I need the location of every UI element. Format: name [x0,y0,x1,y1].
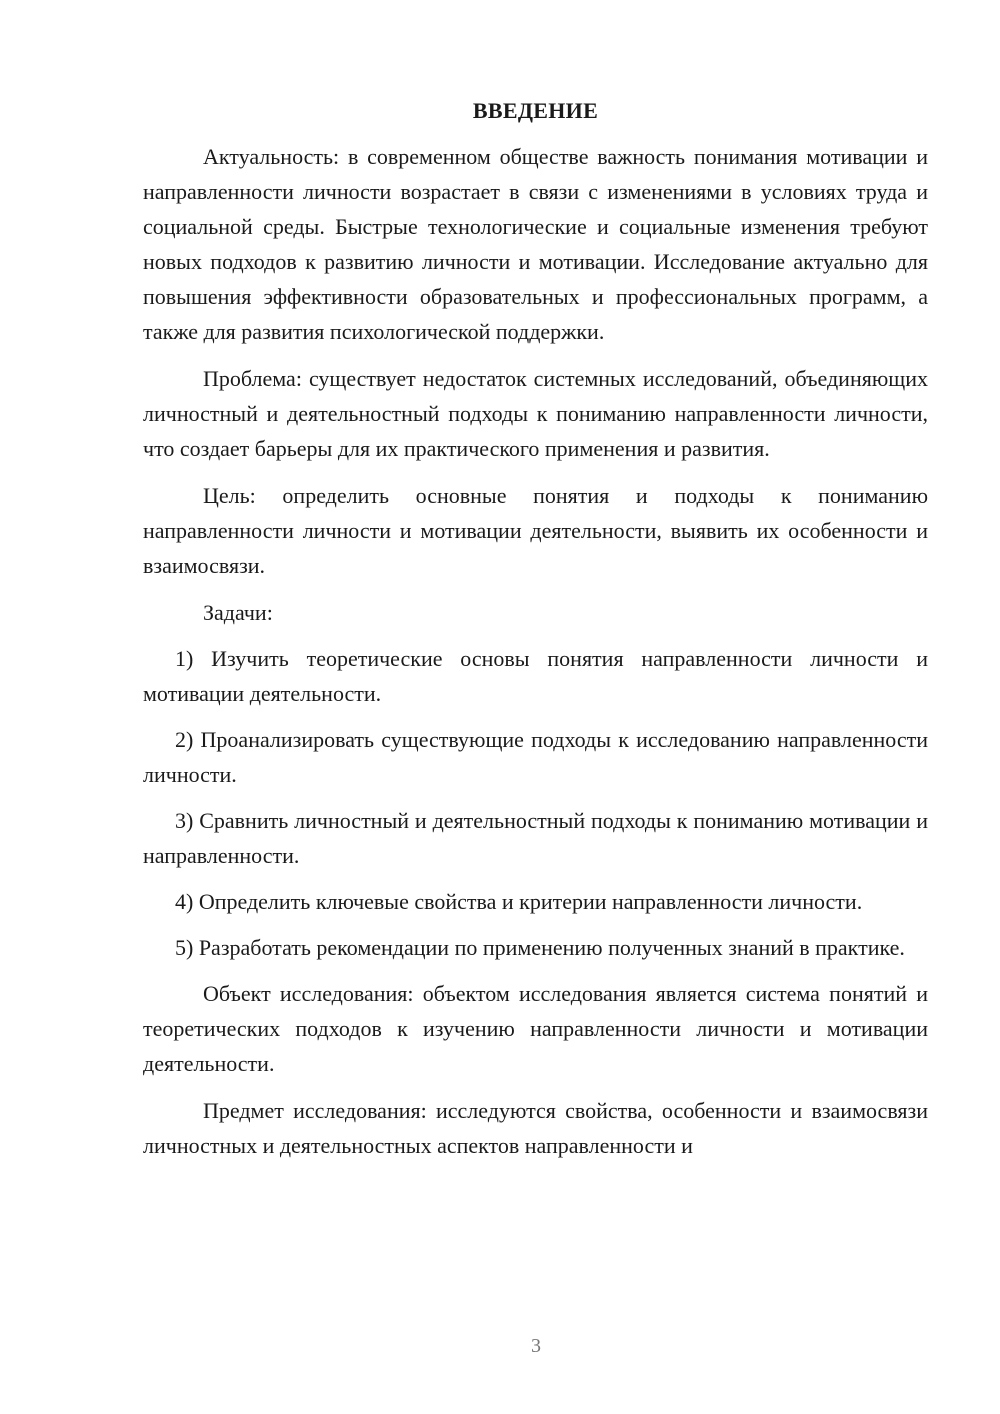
tasks-label: Задачи: [203,600,273,625]
tasks-list [143,641,928,965]
list-item: 5) Разработать рекомендации по применению полученных знаний в практике. [175,935,905,960]
paragraph-goal: Цель: определить основные понятия и подходы к пониманию направленности личности и мотивации деятельности, выявить их особенности и взаимосвязи. [143,483,928,578]
page-title: ВВЕДЕНИЕ [472,98,599,123]
paragraph-object: Объект исследования: объектом исследования является система понятий и теоретических подходов к изучению направленности личности и мотивации деятельности. [143,981,928,1076]
list-item: 3) Сравнить личностный и деятельностный подходы к пониманию мотивации и направленности. [143,808,928,868]
list-item: 1) Изучить теоретические основы понятия направленности личности и мотивации деятельности. [143,646,928,706]
list-item: 2) Проанализировать существующие подходы к исследованию направленности личности. [143,727,928,787]
list-item: 4) Определить ключевые свойства и критерии направленности личности. [175,889,863,914]
paragraph-subject: Предмет исследования: исследуются свойства, особенности и взаимосвязи личностных и деятельностных аспектов направленности и [143,1098,928,1158]
paragraph-relevance: Актуальность: в современном обществе важность понимания мотивации и направленности личности возрастает в связи с изменениями в условиях труда и социальной среды. Быстрые технологические и социальные изменения требуют новых подходов к развитию личности и мотивации. Исследование актуально для повышения эффективности образовательных и профессиональных программ, а также для развития психологической поддержки. [143,144,928,344]
page-number: 3 [531,1335,541,1357]
document-body [143,96,928,1163]
paragraph-problem: Проблема: существует недостаток системных исследований, объединяющих личностный и деятельностный подходы к пониманию направленности личности, что создает барьеры для их практического применения и развития. [143,366,928,461]
